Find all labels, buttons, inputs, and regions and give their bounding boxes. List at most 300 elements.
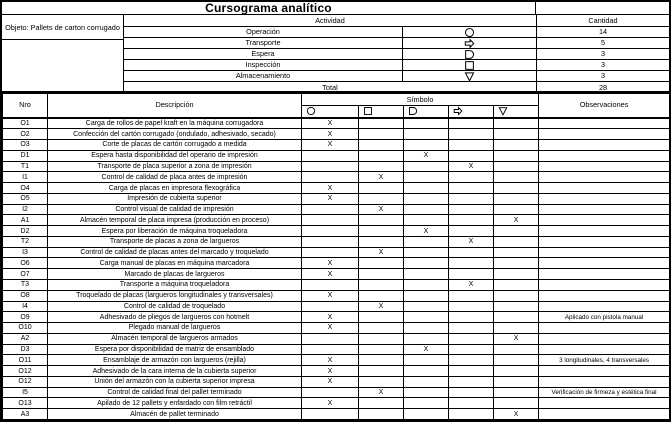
- table-row: [3, 236, 670, 247]
- symbol-mark-cell: X: [404, 150, 449, 161]
- operation-icon: [306, 106, 316, 116]
- row-descripcion: Carga manual de placas en máquina marcadora: [48, 258, 302, 269]
- symbol-mark-cell: [302, 204, 359, 215]
- row-nro: A1: [3, 215, 48, 226]
- table-row: [3, 204, 670, 215]
- symbol-mark-cell: [302, 387, 359, 398]
- row-descripcion: Carga de placas en impresora flexográfica: [48, 183, 302, 194]
- symbol-mark-cell: [359, 312, 404, 323]
- symbol-mark-cell: [359, 183, 404, 194]
- title-row: [2, 2, 669, 15]
- row-nro: O9: [3, 312, 48, 323]
- symbol-mark-cell: [494, 280, 539, 291]
- symbol-mark-cell: [449, 355, 494, 366]
- row-descripcion: Impresión de cubierta superior: [48, 193, 302, 204]
- symbol-mark-cell: X: [449, 236, 494, 247]
- inspection-icon: [363, 106, 373, 116]
- row-observaciones: [539, 323, 670, 334]
- activity-label: Espera: [124, 49, 403, 59]
- row-nro: O13: [3, 398, 48, 409]
- symbol-mark-cell: [359, 258, 404, 269]
- row-descripcion: Control de calidad de placa antes de impresión: [48, 172, 302, 183]
- row-nro: O12: [3, 376, 48, 387]
- activity-label: Almacenamiento: [124, 71, 403, 81]
- symbol-mark-cell: X: [302, 312, 359, 323]
- symbol-column-header: [404, 106, 449, 118]
- col-header-nro: Nro: [3, 94, 48, 118]
- activity-label: Transporte: [124, 38, 403, 48]
- table-row: [3, 129, 670, 140]
- symbol-mark-cell: X: [302, 290, 359, 301]
- row-nro: O12: [3, 366, 48, 377]
- storage-icon: [498, 106, 508, 116]
- symbol-mark-cell: [404, 215, 449, 226]
- symbol-mark-cell: [449, 312, 494, 323]
- table-row: [3, 140, 670, 151]
- symbol-mark-cell: [494, 172, 539, 183]
- table-row: [3, 344, 670, 355]
- row-observaciones: [539, 204, 670, 215]
- table-row: [3, 161, 670, 172]
- table-row: [3, 118, 670, 129]
- symbol-mark-cell: [359, 355, 404, 366]
- symbol-mark-cell: [359, 409, 404, 420]
- row-nro: O10: [3, 323, 48, 334]
- symbol-mark-cell: [404, 172, 449, 183]
- symbol-mark-cell: [404, 301, 449, 312]
- symbol-mark-cell: [494, 269, 539, 280]
- row-observaciones: [539, 376, 670, 387]
- symbol-mark-cell: [404, 409, 449, 420]
- row-descripcion: Adhesivado de pliegos de largueros con hotmelt: [48, 312, 302, 323]
- symbol-mark-cell: [494, 150, 539, 161]
- activity-summary: [2, 15, 669, 93]
- row-descripcion: Ensamblaje de armazón con largueros (rejilla): [48, 355, 302, 366]
- row-descripcion: Almacén temporal de placa impresa (producción en proceso): [48, 215, 302, 226]
- row-nro: I5: [3, 387, 48, 398]
- symbol-mark-cell: X: [449, 280, 494, 291]
- symbol-mark-cell: [404, 312, 449, 323]
- symbol-mark-cell: X: [404, 344, 449, 355]
- activity-symbol-cell: [403, 27, 536, 37]
- row-descripcion: Plegado manual de largueros: [48, 323, 302, 334]
- transport-icon: [464, 38, 475, 49]
- symbol-mark-cell: [359, 344, 404, 355]
- activity-label: Operación: [124, 27, 403, 37]
- col-header-observaciones: Observaciones: [539, 94, 670, 118]
- table-row: [3, 269, 670, 280]
- row-observaciones: [539, 280, 670, 291]
- activity-count: 3: [537, 71, 669, 82]
- symbol-mark-cell: [494, 193, 539, 204]
- symbol-mark-cell: X: [494, 333, 539, 344]
- objeto-column: [2, 15, 124, 91]
- symbol-column-header: [494, 106, 539, 118]
- symbol-mark-cell: [359, 376, 404, 387]
- symbol-mark-cell: [449, 215, 494, 226]
- activity-symbol-cell: [403, 49, 536, 59]
- table-row: [3, 355, 670, 366]
- table-row: [3, 366, 670, 377]
- row-observaciones: [539, 247, 670, 258]
- symbol-mark-cell: [404, 183, 449, 194]
- row-observaciones: [539, 409, 670, 420]
- symbol-mark-cell: [449, 323, 494, 334]
- symbol-mark-cell: X: [302, 193, 359, 204]
- activity-count: 14: [537, 27, 669, 38]
- table-row: [3, 398, 670, 409]
- symbol-mark-cell: [404, 140, 449, 151]
- symbol-mark-cell: [494, 204, 539, 215]
- symbol-mark-cell: [302, 226, 359, 237]
- row-nro: D2: [3, 226, 48, 237]
- symbol-mark-cell: [449, 226, 494, 237]
- symbol-mark-cell: [302, 236, 359, 247]
- symbol-mark-cell: [494, 301, 539, 312]
- symbol-mark-cell: [359, 118, 404, 129]
- symbol-mark-cell: X: [404, 226, 449, 237]
- table-row: [3, 312, 670, 323]
- symbol-mark-cell: X: [302, 258, 359, 269]
- row-observaciones: [539, 172, 670, 183]
- activity-count: 3: [537, 49, 669, 60]
- symbol-mark-cell: [494, 366, 539, 377]
- symbol-mark-cell: [359, 269, 404, 280]
- symbol-mark-cell: [494, 312, 539, 323]
- symbol-mark-cell: [494, 376, 539, 387]
- symbol-mark-cell: X: [359, 204, 404, 215]
- symbol-mark-cell: [449, 247, 494, 258]
- row-observaciones: [539, 366, 670, 377]
- row-descripcion: Control visual de calidad de impresión: [48, 204, 302, 215]
- row-descripcion: Corte de placas de cartón corrugado a medida: [48, 140, 302, 151]
- symbol-mark-cell: [302, 161, 359, 172]
- table-row: [3, 226, 670, 237]
- total-label: Total: [322, 83, 338, 92]
- symbol-mark-cell: [449, 258, 494, 269]
- row-nro: O7: [3, 269, 48, 280]
- symbol-mark-cell: [494, 258, 539, 269]
- symbol-mark-cell: X: [302, 323, 359, 334]
- symbol-mark-cell: [449, 129, 494, 140]
- symbol-mark-cell: [404, 398, 449, 409]
- row-descripcion: Unión del armazón con la cubierta superior impresa: [48, 376, 302, 387]
- row-observaciones: [539, 269, 670, 280]
- symbol-mark-cell: [449, 398, 494, 409]
- activity-count: 5: [537, 38, 669, 49]
- activity-symbol-cell: [403, 38, 536, 48]
- symbol-mark-cell: X: [302, 129, 359, 140]
- row-nro: O8: [3, 290, 48, 301]
- row-descripcion: Espera hasta disponibilidad del operario de impresión: [48, 150, 302, 161]
- symbol-mark-cell: [404, 333, 449, 344]
- symbol-mark-cell: [494, 140, 539, 151]
- symbol-mark-cell: [359, 236, 404, 247]
- activity-row: [124, 60, 536, 71]
- row-descripcion: Transporte de placa superior a zona de impresión: [48, 161, 302, 172]
- storage-icon: [464, 71, 475, 82]
- row-descripcion: Confección del cartón corrugado (ondulado, adhesivado, secado): [48, 129, 302, 140]
- table-row: [3, 290, 670, 301]
- symbol-mark-cell: [404, 269, 449, 280]
- row-observaciones: [539, 215, 670, 226]
- symbol-mark-cell: X: [359, 387, 404, 398]
- symbol-mark-cell: [449, 301, 494, 312]
- row-nro: O2: [3, 129, 48, 140]
- transport-icon: [453, 106, 463, 116]
- row-observaciones: [539, 301, 670, 312]
- symbol-mark-cell: [494, 226, 539, 237]
- symbol-mark-cell: [449, 409, 494, 420]
- row-descripcion: Adhesivado de la cara interna de la cubierta superior: [48, 366, 302, 377]
- symbol-mark-cell: [449, 118, 494, 129]
- symbol-mark-cell: [359, 161, 404, 172]
- row-nro: D1: [3, 150, 48, 161]
- symbol-mark-cell: [404, 247, 449, 258]
- symbol-mark-cell: [404, 290, 449, 301]
- symbol-mark-cell: [404, 323, 449, 334]
- row-observaciones: [539, 118, 670, 129]
- row-descripcion: Troquelado de placas (largueros longitudinales y transversales): [48, 290, 302, 301]
- symbol-mark-cell: X: [494, 409, 539, 420]
- activity-row: [124, 49, 536, 60]
- symbol-mark-cell: [494, 236, 539, 247]
- symbol-mark-cell: [449, 376, 494, 387]
- total-value: 28: [598, 83, 608, 92]
- row-nro: I2: [3, 204, 48, 215]
- symbol-mark-cell: [404, 366, 449, 377]
- activity-column: [124, 15, 536, 91]
- row-observaciones: [539, 129, 670, 140]
- table-row: [3, 280, 670, 291]
- row-nro: D3: [3, 344, 48, 355]
- row-nro: O6: [3, 258, 48, 269]
- symbol-mark-cell: [449, 269, 494, 280]
- row-nro: A2: [3, 333, 48, 344]
- activity-row: [124, 71, 536, 82]
- symbol-mark-cell: [449, 193, 494, 204]
- symbol-mark-cell: X: [302, 183, 359, 194]
- symbol-mark-cell: [404, 161, 449, 172]
- symbol-mark-cell: X: [359, 301, 404, 312]
- col-header-descripcion: Descripción: [48, 94, 302, 118]
- activity-count: 3: [537, 60, 669, 71]
- activity-symbol-cell: [403, 60, 536, 70]
- table-row: [3, 323, 670, 334]
- symbol-mark-cell: [449, 150, 494, 161]
- symbol-mark-cell: [449, 387, 494, 398]
- symbol-mark-cell: X: [302, 118, 359, 129]
- row-descripcion: Apilado de 12 pallets y enfardado con film retráctil: [48, 398, 302, 409]
- cantidad-header: Cantidad: [537, 15, 669, 27]
- symbol-mark-cell: [404, 258, 449, 269]
- row-observaciones: [539, 183, 670, 194]
- symbol-mark-cell: [449, 366, 494, 377]
- symbol-mark-cell: [494, 323, 539, 334]
- symbol-mark-cell: [359, 323, 404, 334]
- row-nro: O4: [3, 183, 48, 194]
- row-observaciones: 3 longitudinales, 4 transversales: [539, 355, 670, 366]
- symbol-mark-cell: [302, 280, 359, 291]
- row-observaciones: [539, 398, 670, 409]
- row-observaciones: Verificación de firmeza y estética final: [539, 387, 670, 398]
- actividad-header: Actividad: [124, 15, 536, 27]
- row-nro: O3: [3, 140, 48, 151]
- symbol-mark-cell: [449, 140, 494, 151]
- cantidad-rows: [537, 27, 669, 82]
- table-row: [3, 193, 670, 204]
- symbol-mark-cell: [404, 387, 449, 398]
- symbol-mark-cell: [302, 301, 359, 312]
- symbol-column-header: [359, 106, 404, 118]
- row-descripcion: Espera por disponibilidad de matriz de ensamblado: [48, 344, 302, 355]
- symbol-mark-cell: [404, 376, 449, 387]
- symbol-mark-cell: X: [302, 366, 359, 377]
- symbol-mark-cell: [449, 333, 494, 344]
- row-observaciones: [539, 193, 670, 204]
- symbol-mark-cell: X: [302, 140, 359, 151]
- symbol-mark-cell: [449, 344, 494, 355]
- table-row: [3, 215, 670, 226]
- symbol-mark-cell: [494, 398, 539, 409]
- table-row: [3, 172, 670, 183]
- table-row: [3, 301, 670, 312]
- symbol-mark-cell: [494, 183, 539, 194]
- symbol-mark-cell: [494, 129, 539, 140]
- row-nro: O1: [3, 118, 48, 129]
- row-observaciones: [539, 150, 670, 161]
- symbol-mark-cell: [449, 290, 494, 301]
- row-descripcion: Espera por liberación de máquina troqueladora: [48, 226, 302, 237]
- process-table-body: [3, 118, 670, 420]
- symbol-mark-cell: [359, 129, 404, 140]
- symbol-column-header: [302, 106, 359, 118]
- process-table-header: [3, 94, 670, 118]
- symbol-column-header: [449, 106, 494, 118]
- activity-label: Inspección: [124, 60, 403, 70]
- symbol-mark-cell: [359, 215, 404, 226]
- symbol-mark-cell: [494, 118, 539, 129]
- row-descripcion: Control de calidad de troquelado: [48, 301, 302, 312]
- row-observaciones: [539, 344, 670, 355]
- activity-row: [124, 38, 536, 49]
- row-observaciones: [539, 258, 670, 269]
- symbol-mark-cell: [302, 150, 359, 161]
- symbol-mark-cell: [404, 118, 449, 129]
- table-row: [3, 387, 670, 398]
- row-observaciones: [539, 161, 670, 172]
- symbol-mark-cell: X: [359, 172, 404, 183]
- symbol-mark-cell: [359, 280, 404, 291]
- symbol-mark-cell: [302, 172, 359, 183]
- row-nro: I3: [3, 247, 48, 258]
- table-row: [3, 333, 670, 344]
- symbol-mark-cell: X: [302, 269, 359, 280]
- row-nro: A3: [3, 409, 48, 420]
- symbol-mark-cell: [449, 204, 494, 215]
- symbol-mark-cell: [302, 215, 359, 226]
- row-descripcion: Marcado de placas de largueros: [48, 269, 302, 280]
- row-nro: T3: [3, 280, 48, 291]
- symbol-mark-cell: [302, 409, 359, 420]
- symbol-mark-cell: [359, 290, 404, 301]
- row-nro: I4: [3, 301, 48, 312]
- row-observaciones: [539, 236, 670, 247]
- symbol-mark-cell: [404, 355, 449, 366]
- symbol-mark-cell: X: [302, 398, 359, 409]
- symbol-mark-cell: [494, 355, 539, 366]
- table-row: [3, 150, 670, 161]
- symbol-mark-cell: [359, 140, 404, 151]
- symbol-mark-cell: [302, 333, 359, 344]
- row-observaciones: [539, 140, 670, 151]
- symbol-mark-cell: [449, 172, 494, 183]
- symbol-mark-cell: [404, 193, 449, 204]
- inspection-icon: [464, 60, 475, 71]
- objeto-label: Objeto: Pallets de carton corrugado: [2, 15, 123, 40]
- symbol-mark-cell: [359, 193, 404, 204]
- symbol-mark-cell: [302, 344, 359, 355]
- symbol-mark-cell: [494, 344, 539, 355]
- col-header-simbolo: Símbolo: [302, 94, 539, 106]
- activity-rows: [124, 27, 536, 82]
- title-spacer-cell: [536, 2, 669, 14]
- table-row: [3, 409, 670, 420]
- delay-icon: [464, 49, 475, 60]
- symbol-mark-cell: [494, 290, 539, 301]
- symbol-mark-cell: X: [359, 247, 404, 258]
- delay-icon: [408, 106, 418, 116]
- row-descripcion: Almacén temporal de largueros armados: [48, 333, 302, 344]
- row-descripcion: Control de calidad final del pallet terminado: [48, 387, 302, 398]
- row-observaciones: [539, 290, 670, 301]
- symbol-mark-cell: X: [449, 161, 494, 172]
- row-observaciones: [539, 226, 670, 237]
- symbol-mark-cell: [404, 204, 449, 215]
- activity-symbol-cell: [403, 71, 536, 81]
- row-nro: I1: [3, 172, 48, 183]
- symbol-mark-cell: [404, 236, 449, 247]
- row-nro: O11: [3, 355, 48, 366]
- symbol-mark-cell: [359, 366, 404, 377]
- operation-icon: [464, 27, 475, 38]
- symbol-mark-cell: [359, 226, 404, 237]
- symbol-mark-cell: [494, 387, 539, 398]
- cantidad-column: [536, 15, 669, 91]
- symbol-mark-cell: [359, 150, 404, 161]
- symbol-mark-cell: [494, 161, 539, 172]
- page-title: Cursograma analítico: [2, 2, 536, 14]
- table-row: [3, 258, 670, 269]
- row-descripcion: Almacén de pallet terminado: [48, 409, 302, 420]
- row-observaciones: Aplicado con pistola manual: [539, 312, 670, 323]
- row-nro: O5: [3, 193, 48, 204]
- row-descripcion: Transporte de placas a zona de largueros: [48, 236, 302, 247]
- table-row: [3, 247, 670, 258]
- row-nro: T2: [3, 236, 48, 247]
- activity-row: [124, 27, 536, 38]
- symbol-mark-cell: [359, 398, 404, 409]
- process-table: [2, 93, 670, 420]
- row-observaciones: [539, 333, 670, 344]
- symbol-mark-cell: [494, 247, 539, 258]
- row-nro: T1: [3, 161, 48, 172]
- symbol-mark-cell: [404, 280, 449, 291]
- symbol-mark-cell: [449, 183, 494, 194]
- symbol-mark-cell: [404, 129, 449, 140]
- symbol-mark-cell: [302, 247, 359, 258]
- symbol-mark-cell: X: [302, 355, 359, 366]
